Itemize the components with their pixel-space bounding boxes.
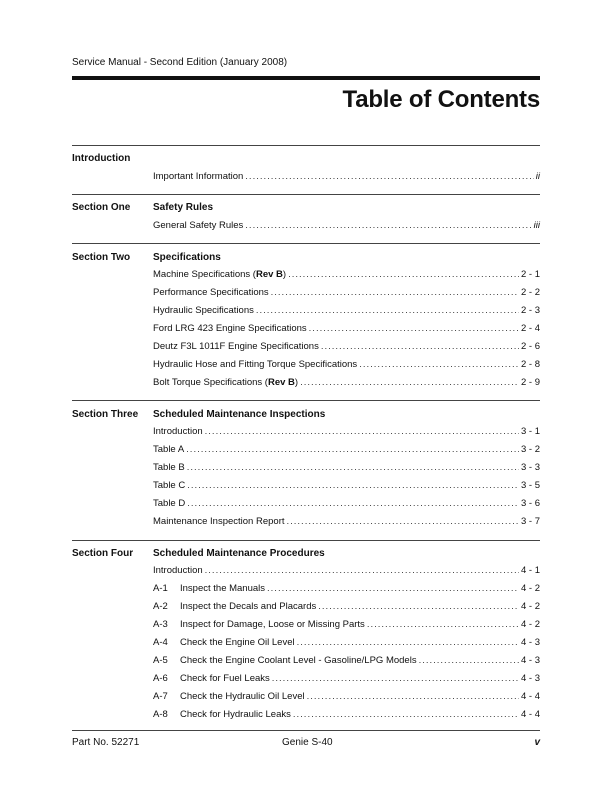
dot-leader	[245, 220, 531, 231]
entry-code: A-6	[153, 673, 168, 684]
entry-title-text: Maintenance Inspection Report	[153, 516, 285, 527]
entry-page-number: ii	[535, 171, 540, 182]
entry-title	[153, 480, 185, 491]
section-heading: Safety Rules	[153, 202, 214, 213]
entry-title-text: Hydraulic Specifications	[153, 305, 254, 316]
entry-title	[153, 341, 319, 352]
footer-model: Genie S-40	[282, 737, 333, 748]
entry-title-text: Check for Hydraulic Leaks	[180, 709, 291, 720]
dot-leader	[186, 444, 519, 455]
entry-page-number: 3 - 2	[520, 444, 540, 455]
dot-leader	[307, 691, 519, 702]
page-title: Table of Contents	[342, 86, 540, 113]
toc-entry[interactable]	[153, 691, 540, 705]
entry-page-number: 4 - 4	[520, 709, 540, 720]
dot-leader	[287, 516, 519, 527]
entry-title	[153, 220, 243, 231]
section-label: Section One	[72, 202, 131, 213]
entry-revision: Rev B	[267, 377, 295, 388]
entry-title	[153, 359, 357, 370]
dot-leader	[309, 323, 519, 334]
entry-title-text: General Safety Rules	[153, 220, 244, 231]
entry-title	[153, 269, 286, 280]
entry-title	[153, 305, 254, 316]
dot-leader	[288, 269, 519, 280]
toc-entry[interactable]	[153, 426, 540, 440]
toc-entry[interactable]	[153, 462, 540, 476]
dot-leader	[187, 462, 519, 473]
entry-page-number: 2 - 2	[520, 287, 540, 298]
entry-title	[180, 583, 265, 594]
entry-page-number: 4 - 1	[520, 565, 540, 576]
entry-code: A-4	[153, 637, 168, 648]
section-label: Section Four	[72, 548, 134, 559]
entry-page-number: 3 - 5	[520, 480, 540, 491]
dot-leader	[272, 673, 519, 684]
entry-title	[180, 637, 295, 648]
toc-entry[interactable]	[153, 673, 540, 687]
entry-title-text: Hydraulic Hose and Fitting Torque Specifications	[153, 359, 358, 370]
entry-page-number: 2 - 6	[520, 341, 540, 352]
entry-page-number: 3 - 3	[520, 462, 540, 473]
toc-entry[interactable]	[153, 171, 540, 185]
entry-title-text: Performance Specifications	[153, 287, 269, 298]
dot-leader	[187, 498, 519, 509]
dot-leader	[359, 359, 519, 370]
entry-title-text: Check the Engine Oil Level	[180, 637, 295, 648]
header-rule	[72, 76, 540, 80]
entry-page-number: 2 - 3	[520, 305, 540, 316]
entry-title-text: Ford LRG 423 Engine Specifications	[153, 323, 307, 334]
entry-page-number: 3 - 7	[520, 516, 540, 527]
entry-title	[153, 171, 243, 182]
entry-code: A-5	[153, 655, 168, 666]
entry-title-text: Check the Engine Coolant Level - Gasoline/LPG Models	[180, 655, 417, 666]
toc-entry[interactable]	[153, 444, 540, 458]
entry-page-number: 4 - 2	[520, 619, 540, 630]
entry-title-text: Table B	[153, 462, 185, 473]
entry-page-number: 4 - 3	[520, 655, 540, 666]
section-divider	[72, 400, 540, 401]
entry-title	[180, 673, 270, 684]
entry-page-number: 2 - 4	[520, 323, 540, 334]
entry-title-text: Introduction	[153, 426, 203, 437]
toc-entry[interactable]	[153, 498, 540, 512]
entry-code: A-8	[153, 709, 168, 720]
entry-title-text: Bolt Torque Specifications (	[153, 377, 268, 388]
entry-title-text: Table D	[153, 498, 186, 509]
section-divider	[72, 540, 540, 541]
entry-title	[153, 323, 307, 334]
toc-entry[interactable]	[153, 709, 540, 723]
entry-page-number: 4 - 2	[520, 583, 540, 594]
section-divider	[72, 145, 540, 146]
dot-leader	[318, 601, 519, 612]
toc-entry[interactable]	[153, 637, 540, 651]
toc-entry[interactable]	[153, 583, 540, 597]
dot-leader	[321, 341, 519, 352]
toc-entry[interactable]	[153, 655, 540, 669]
entry-title-tail: )	[294, 377, 299, 388]
entry-page-number: iii	[533, 220, 540, 231]
toc-entry[interactable]	[153, 565, 540, 579]
entry-title-text: Important Information	[153, 171, 244, 182]
entry-code: A-7	[153, 691, 168, 702]
entry-title-text: Deutz F3L 1011F Engine Specifications	[153, 341, 319, 352]
dot-leader	[419, 655, 519, 666]
section-label: Section Two	[72, 252, 131, 263]
toc-entry[interactable]	[153, 220, 540, 234]
toc-entry[interactable]	[153, 287, 540, 301]
section-heading: Specifications	[153, 252, 221, 263]
toc-entry[interactable]	[153, 516, 540, 530]
entry-title-text: Machine Specifications (	[153, 269, 256, 280]
entry-revision: Rev B	[255, 269, 283, 280]
entry-title	[153, 444, 184, 455]
entry-page-number: 3 - 6	[520, 498, 540, 509]
entry-title-text: Inspect the Decals and Placards	[180, 601, 317, 612]
toc-entry[interactable]	[153, 359, 540, 373]
entry-title	[180, 691, 305, 702]
dot-leader	[205, 426, 519, 437]
dot-leader	[300, 377, 519, 388]
entry-page-number: 4 - 3	[520, 673, 540, 684]
entry-code: A-2	[153, 601, 168, 612]
dot-leader	[187, 480, 519, 491]
section-label: Section Three	[72, 409, 139, 420]
toc-entry[interactable]	[153, 480, 540, 494]
running-header: Service Manual - Second Edition (January 2008)	[72, 57, 288, 68]
dot-leader	[293, 709, 519, 720]
entry-code: A-3	[153, 619, 168, 630]
toc-entry[interactable]	[153, 619, 540, 633]
entry-title	[153, 377, 298, 388]
entry-title-text: Inspect the Manuals	[180, 583, 266, 594]
dot-leader	[367, 619, 519, 630]
section-heading: Scheduled Maintenance Inspections	[153, 409, 326, 420]
footer-rule	[72, 730, 540, 731]
toc-entry[interactable]	[153, 305, 540, 319]
entry-page-number: 4 - 2	[520, 601, 540, 612]
dot-leader	[297, 637, 519, 648]
entry-page-number: 2 - 9	[520, 377, 540, 388]
footer-part-number: Part No. 52271	[72, 737, 140, 748]
entry-page-number: 4 - 4	[520, 691, 540, 702]
dot-leader	[267, 583, 519, 594]
entry-page-number: 3 - 1	[520, 426, 540, 437]
section-label: Introduction	[72, 153, 131, 164]
entry-page-number: 2 - 8	[520, 359, 540, 370]
dot-leader	[256, 305, 519, 316]
toc-entry[interactable]	[153, 323, 540, 337]
entry-title	[153, 498, 185, 509]
entry-title-text: Table A	[153, 444, 185, 455]
dot-leader	[205, 565, 519, 576]
toc-entry[interactable]	[153, 269, 540, 283]
section-divider	[72, 194, 540, 195]
section-divider	[72, 243, 540, 244]
entry-title	[180, 601, 316, 612]
toc-entry[interactable]	[153, 377, 540, 391]
entry-title	[153, 565, 203, 576]
toc-entry[interactable]	[153, 601, 540, 615]
entry-title-text: Inspect for Damage, Loose or Missing Parts	[180, 619, 365, 630]
entry-page-number: 4 - 3	[520, 637, 540, 648]
toc-entry[interactable]	[153, 341, 540, 355]
footer-page-number: v	[534, 737, 540, 748]
entry-title-text: Introduction	[153, 565, 203, 576]
section-heading: Scheduled Maintenance Procedures	[153, 548, 325, 559]
entry-title	[180, 709, 291, 720]
entry-code: A-1	[153, 583, 168, 594]
entry-title	[180, 655, 417, 666]
entry-title	[153, 287, 269, 298]
entry-page-number: 2 - 1	[520, 269, 540, 280]
entry-title	[180, 619, 365, 630]
entry-title-text: Table C	[153, 480, 186, 491]
entry-title	[153, 462, 185, 473]
entry-title-tail: )	[282, 269, 287, 280]
entry-title	[153, 426, 203, 437]
entry-title	[153, 516, 285, 527]
entry-title-text: Check for Fuel Leaks	[180, 673, 270, 684]
dot-leader	[271, 287, 519, 298]
dot-leader	[245, 171, 533, 182]
entry-title-text: Check the Hydraulic Oil Level	[180, 691, 305, 702]
